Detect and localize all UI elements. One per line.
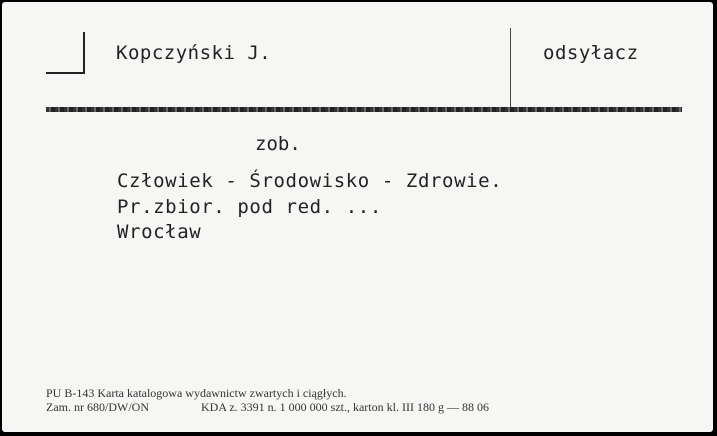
header-rule: [46, 107, 682, 112]
footer-print-info: KDA z. 3391 n. 1 000 000 szt., karton kl. III 180 g — 88 06: [200, 400, 489, 414]
footer-print-line-2: [46, 400, 489, 415]
author-name: Kopczyński J.: [116, 42, 272, 64]
header-divider: [510, 28, 511, 108]
title-line: Człowiek - Środowisko - Zdrowie.: [117, 170, 503, 192]
place-line: Wrocław: [117, 221, 202, 243]
footer-order-number: Zam. nr 680/DW/ON: [46, 400, 149, 414]
corner-mark-horizontal: [46, 72, 85, 74]
footer-print-line-1: PU B-143 Karta katalogowa wydawnictw zwartych i ciągłych.: [46, 386, 347, 400]
catalog-card: [2, 2, 713, 432]
see-reference-label: zob.: [255, 133, 301, 155]
editor-line: Pr.zbior. pod red. ...: [117, 196, 382, 218]
corner-mark-vertical: [83, 32, 85, 74]
card-type-label: odsyłacz: [543, 42, 639, 64]
